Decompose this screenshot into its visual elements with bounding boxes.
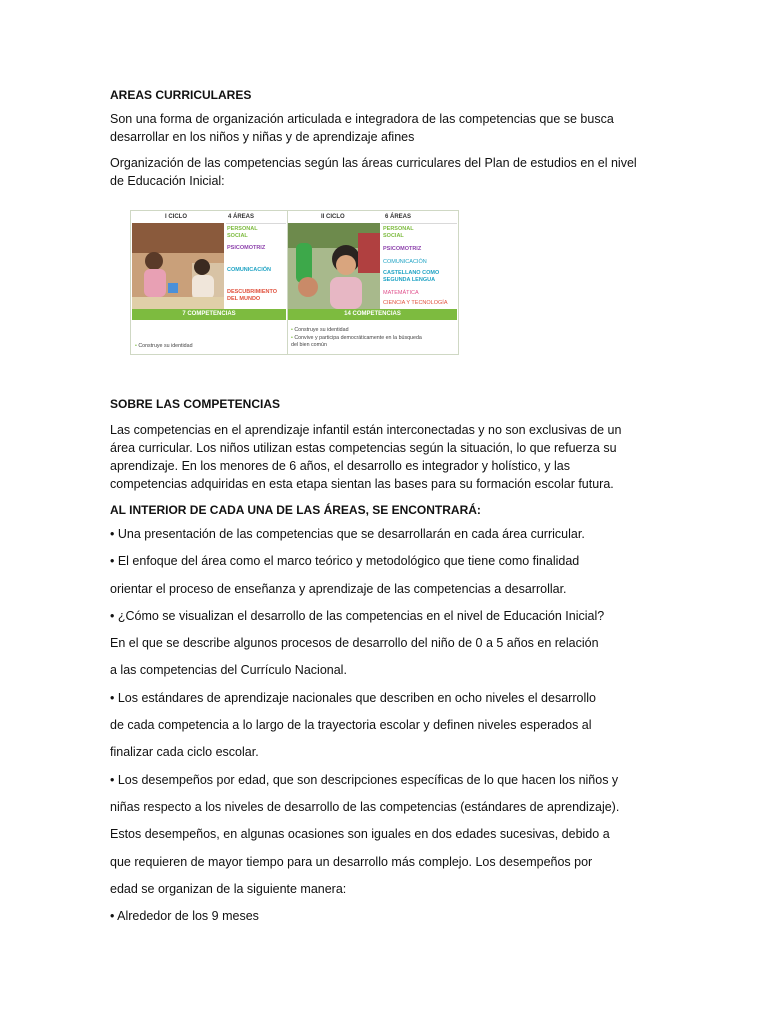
- cycle1-areas-title: 4 ÁREAS: [228, 214, 255, 220]
- paragraph-intro: [110, 110, 655, 146]
- list-line: • El enfoque del área como el marco teórico y metodológico que tiene como finalidad: [110, 554, 580, 569]
- paragraph-line: competencias adquiridas en esta etapa sientan las bases para su formación escolar futura.: [110, 477, 614, 491]
- child-with-toy-photo: [288, 223, 380, 309]
- list-line: • Los desempeños por edad, que son descripciones específicas de lo que hacen los niños y: [110, 772, 619, 787]
- list-line: • Alrededor de los 9 meses: [110, 909, 259, 924]
- heading-sobre-competencias: SOBRE LAS COMPETENCIAS: [110, 397, 281, 411]
- cycle2-photo: [288, 223, 380, 309]
- cycle1-note: • Construye su identidad: [135, 343, 193, 349]
- area-comunicacion: COMUNICACIÓN: [227, 267, 271, 273]
- area-psicomotriz: PSICOMOTRIZ: [227, 245, 266, 251]
- area-castellano: CASTELLANO COMO SEGUNDA LENGUA: [383, 270, 440, 283]
- paragraph-line: desarrollar en los niños y niñas y de aprendizaje afines: [110, 130, 415, 144]
- cycle2-competencias-band: 14 COMPETENCIAS: [288, 309, 457, 320]
- list-line: niñas respecto a los niveles de desarrollo de las competencias (estándares de aprendizaje).: [110, 799, 620, 814]
- cycle1-competencias-band: 7 COMPETENCIAS: [132, 309, 286, 320]
- area-psicomotriz: PSICOMOTRIZ: [383, 246, 422, 252]
- divider: [226, 223, 286, 224]
- curricular-areas-figure: [130, 210, 459, 355]
- area-personal-social: PERSONAL SOCIAL: [383, 226, 414, 239]
- list-line: Estos desempeños, en algunas ocasiones son iguales en dos edades sucesivas, debido a: [110, 827, 610, 842]
- children-playing-photo: [132, 223, 224, 309]
- area-personal-social: PERSONAL SOCIAL: [227, 226, 258, 239]
- cycle2-note: • Construye su identidad: [291, 327, 349, 333]
- cycle2-areas-title: 6 ÁREAS: [385, 214, 412, 220]
- document-body: [110, 86, 655, 190]
- list-contents: [110, 521, 670, 930]
- list-line: edad se organizan de la siguiente manera:: [110, 881, 347, 896]
- paragraph-line: Son una forma de organización articulada e integradora de las competencias que se busca: [110, 112, 614, 126]
- section-competencias: [110, 395, 670, 930]
- area-descubrimiento: DESCUBRIMIENTO DEL MUNDO: [227, 289, 278, 302]
- divider: [381, 223, 457, 224]
- list-line: de cada competencia a lo largo de la trayectoria escolar y definen niveles esperados al: [110, 718, 592, 733]
- list-line: a las competencias del Currículo Nacional.: [110, 663, 347, 678]
- cycle2-note: • Convive y participa democráticamente en la búsqueda del bien común: [291, 335, 422, 348]
- area-matematica: MATEMÁTICA: [383, 290, 419, 296]
- paragraph-line: de Educación Inicial:: [110, 174, 225, 188]
- paragraph-line: aprendizaje. En los menores de 6 años, el desarrollo es integrador y holístico, y las: [110, 459, 570, 473]
- cycle2-label: II CICLO: [321, 214, 345, 220]
- area-comunicacion: COMUNICACIÓN: [383, 259, 427, 265]
- list-line: • ¿Cómo se visualizan el desarrollo de las competencias en el nivel de Educación Inicial?: [110, 608, 605, 623]
- list-line: En el que se describe algunos procesos de desarrollo del niño de 0 a 5 años en relación: [110, 636, 599, 651]
- list-line: • Los estándares de aprendizaje nacionales que describen en ocho niveles el desarrollo: [110, 690, 596, 705]
- list-line: finalizar cada ciclo escolar.: [110, 745, 259, 760]
- cycle1-label: I CICLO: [165, 214, 187, 220]
- heading-interior-areas: AL INTERIOR DE CADA UNA DE LAS ÁREAS, SE ENCONTRARÁ:: [110, 503, 481, 517]
- paragraph-line: Las competencias en el aprendizaje infantil están interconectadas y no son exclusivas de un: [110, 423, 622, 437]
- paragraph-line: área curricular. Los niños utilizan estas competencias según la situación, lo que refuerza su: [110, 441, 617, 455]
- cycle1-photo: [132, 223, 224, 309]
- list-line: orientar el proceso de enseñanza y aprendizaje de las competencias a desarrollar.: [110, 581, 567, 596]
- list-line: que requieren de mayor tiempo para un desarrollo más complejo. Los desempeños por: [110, 854, 593, 869]
- paragraph-organization: [110, 154, 655, 190]
- paragraph-competencias: [110, 421, 670, 493]
- heading-areas-curriculares: AREAS CURRICULARES: [110, 88, 252, 102]
- list-line: • Una presentación de las competencias que se desarrollarán en cada área curricular.: [110, 527, 585, 541]
- paragraph-line: Organización de las competencias según las áreas curriculares del Plan de estudios en el nivel: [110, 156, 637, 170]
- area-ciencia: CIENCIA Y TECNOLOGÍA: [383, 300, 448, 306]
